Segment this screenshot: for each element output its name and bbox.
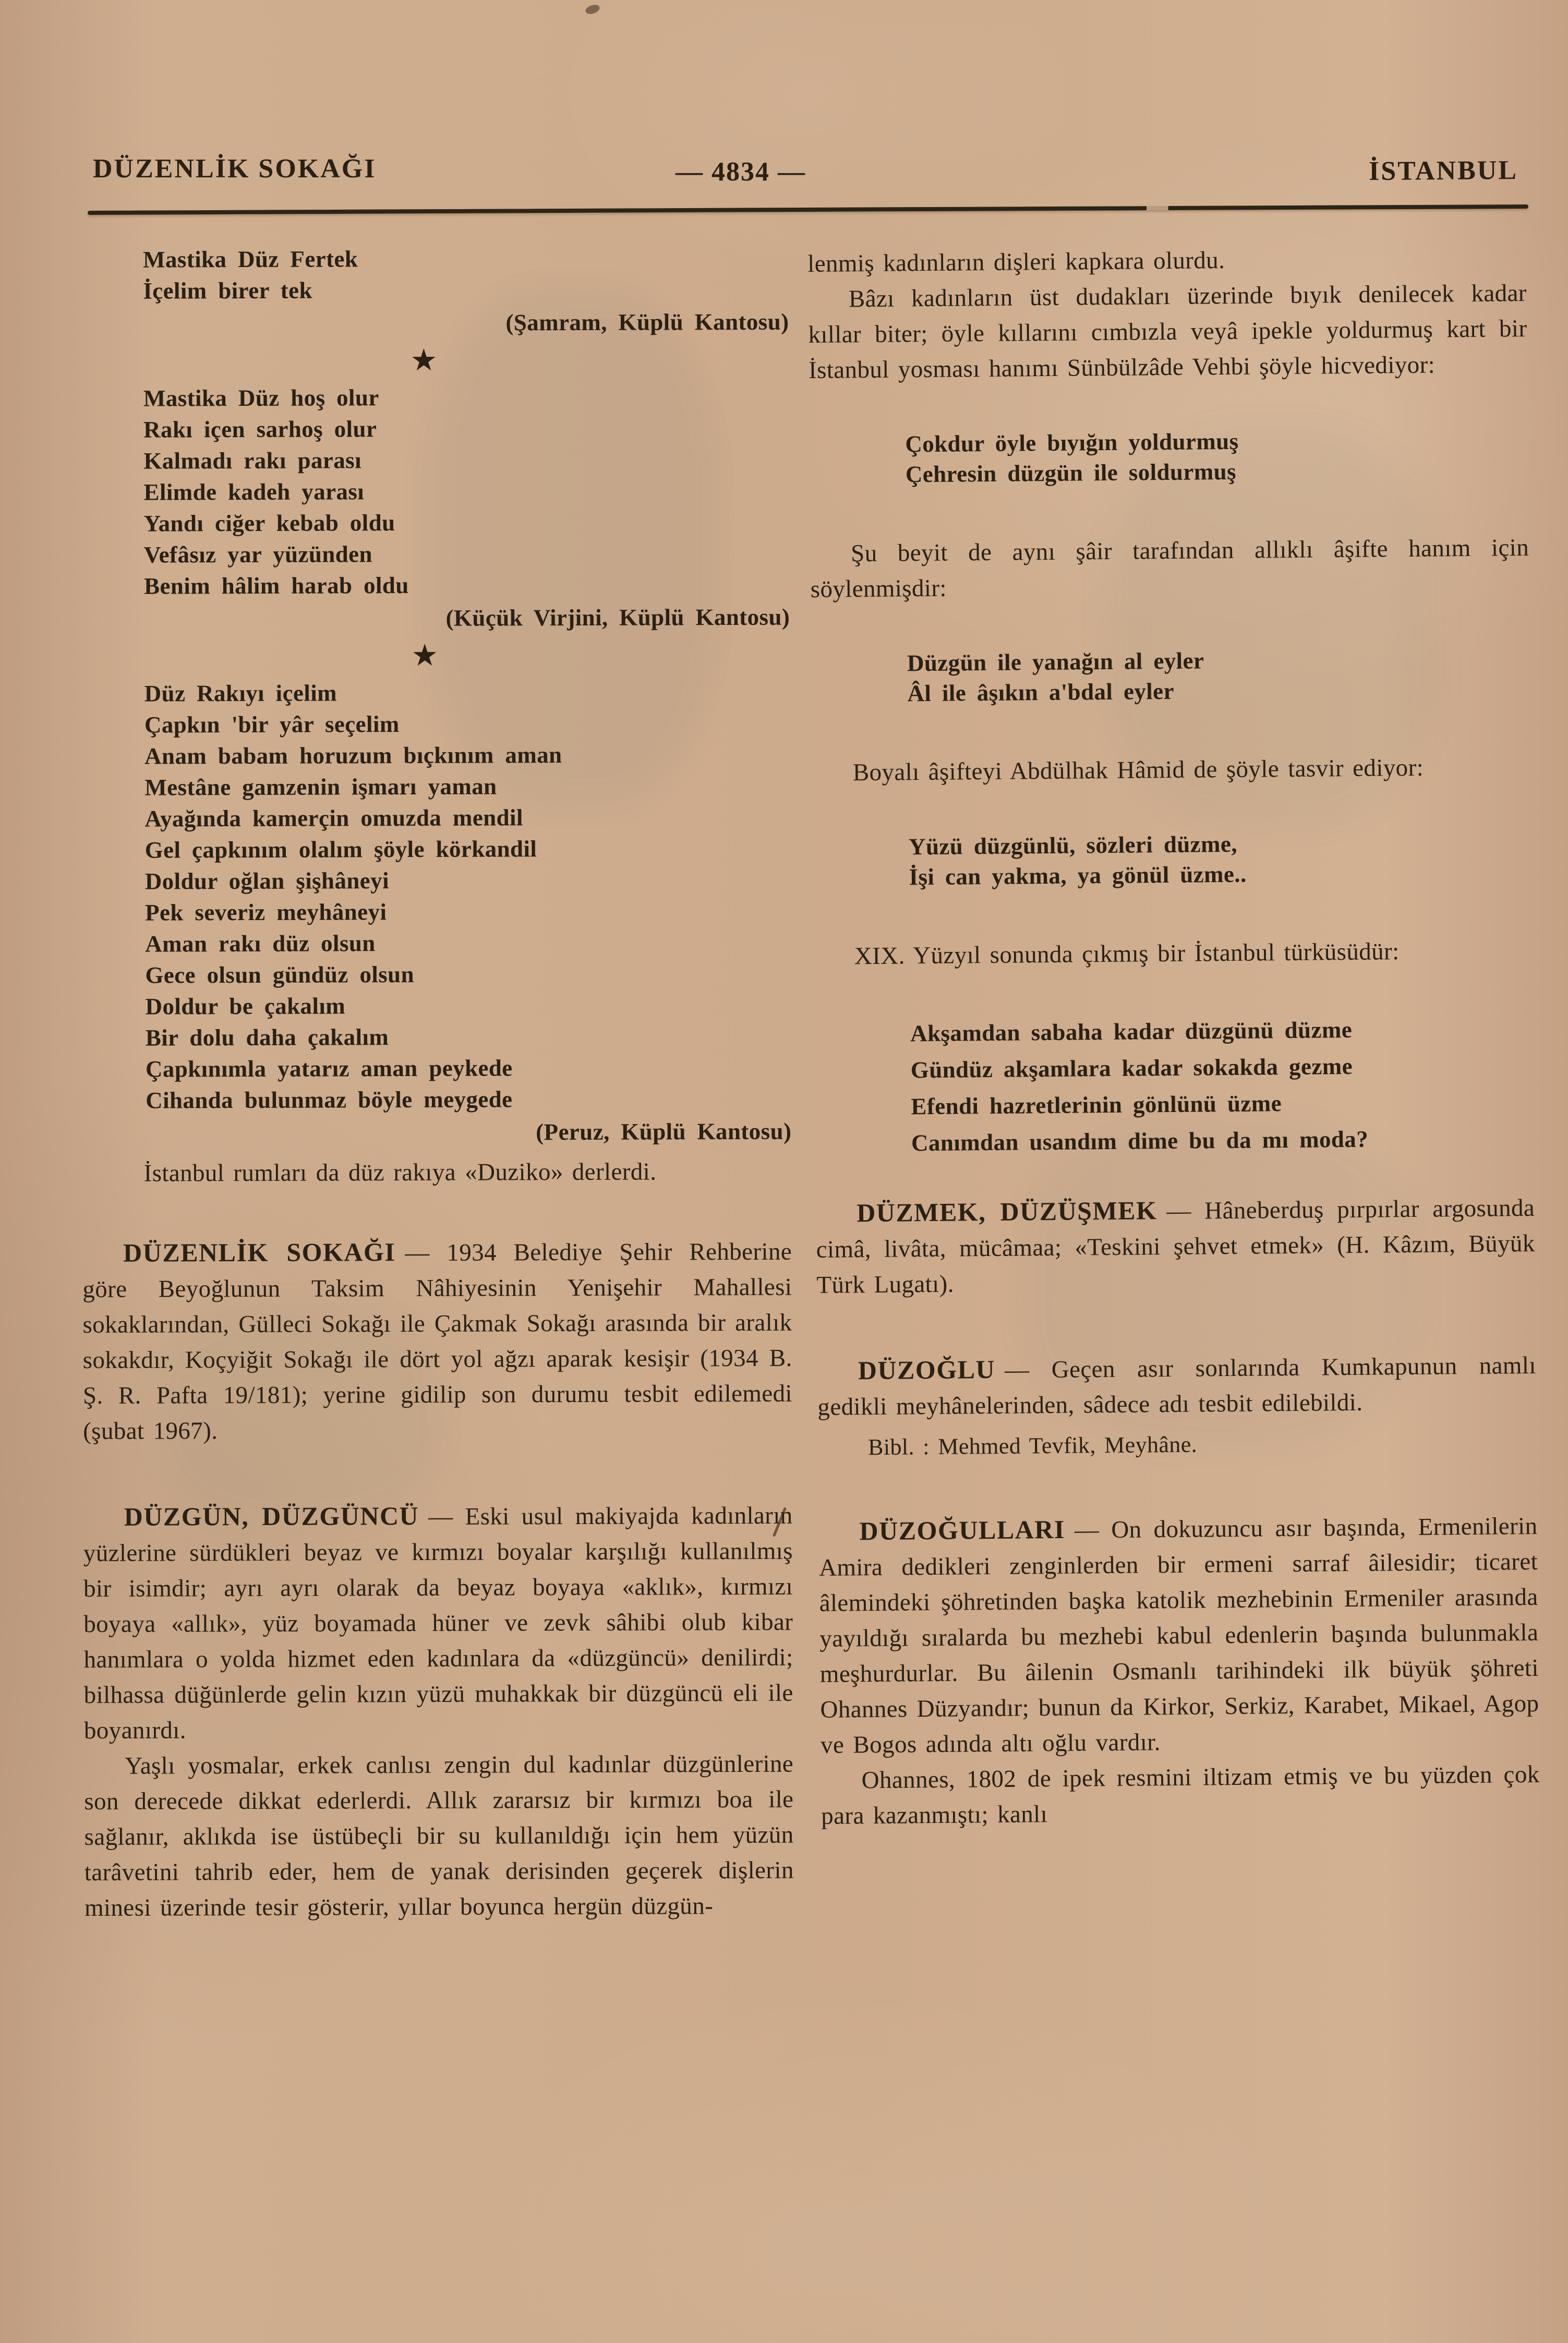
vehbi-couplet: [905, 424, 1528, 489]
header-rule: [88, 204, 1528, 215]
hamid-couplet: [909, 826, 1532, 892]
kanto-stanza-2: [143, 381, 790, 602]
entry-body: — On dokuzuncu asır başında, Ermenilerin Amira dedikleri zenginlerden bir ermeni sarraf âilesidir; ticaret âlemindeki şöhretinden başka katolik mezhebinin Ermeniler arasında yayıldığı sıralarda bu mezhebi kabul edenlerin başında bulunmakla meşhurdurlar. Bu âilenin Osmanlı tarihindeki ilk büyük şöhreti Ohannes Düzyandır; bunun da Kirkor, Serkiz, Karabet, Mikael, Agop ve Bogos adında altı oğlu vardır.: [818, 1512, 1539, 1759]
bazi-kadinlar-paragraph: Bâzı kadınların üst dudakları üzerinde bıyık denilecek kadar kıllar biter; öyle kıllarını cımbızla veyâ ipekle yoldurmuş kart bir İstanbul yosması hanımı Sünbülzâde Vehbi şöyle hicvediyor:: [808, 279, 1527, 384]
poem-line: Vefâsız yar yüzünden: [143, 541, 373, 568]
poem-line: Anam babam horuzum bıçkınım aman: [144, 742, 562, 769]
poem-line: İçelim birer tek: [143, 277, 313, 304]
poem-line: Çokdur öyle bıyığın yoldurmuş: [905, 428, 1239, 457]
entry-heading: DÜZMEK, DÜZÜŞMEK: [856, 1195, 1157, 1228]
entry-heading: DÜZENLİK SOKAĞI: [123, 1237, 396, 1267]
poem-line: Gece olsun gündüz olsun: [145, 961, 415, 988]
poem-line: Pek severiz meyhâneyi: [144, 899, 387, 926]
poem-line: Aman rakı düz olsun: [145, 930, 376, 957]
running-head-volume-title: İSTANBUL: [1368, 155, 1518, 186]
poem-line: Mestâne gamzenin işmarı yaman: [144, 773, 497, 801]
poem-line: Mastika Düz Fertek: [143, 246, 358, 273]
entry-heading: DÜZOĞULLARI: [859, 1514, 1066, 1546]
poem-line: Düzgün ile yanağın al eyler: [907, 647, 1204, 677]
poem-line: İşi can yakma, ya gönül üzme..: [909, 861, 1247, 890]
poem-line: Mastika Düz hoş olur: [143, 384, 379, 412]
poem-line: Rakı içen sarhoş olur: [143, 416, 377, 443]
poem-line: Benim hâlim harab oldu: [143, 572, 409, 599]
poem-line: Çapkın 'bir yâr seçelim: [144, 711, 400, 738]
boyali-paragraph: Boyalı âşifteyi Abdülhak Hâmid de şöyle tasvir ediyor:: [852, 754, 1424, 787]
kanto-stanza-3: [144, 676, 792, 1116]
poem-line: Gel çapkınım olalım şöyle körkandil: [144, 836, 537, 863]
entry-heading: DÜZOĞLU: [858, 1354, 996, 1385]
entry-body: — 1934 Belediye Şehir Rehberine göre Beyoğlunun Taksim Nâhiyesinin Yenişehir Mahallesi sokaklarından, Gülleci Sokağı ile Çakmak Sokağı arasında bir aralık sokakdır, Koçyiğit Sokağı ile dört yol ağzı aparak kesişir (1934 B. Ş. R. Pafta 19/181); yerine gidilip son durumu tesbit edilemedi (şubat 1967).: [82, 1238, 793, 1445]
poem-line: Ayağında kamerçin omuzda mendil: [144, 804, 523, 832]
page-number: — 4834 —: [676, 157, 806, 187]
right-column: [807, 240, 1540, 1834]
poem-line: Gündüz akşamlara kadar sokakda gezme: [910, 1053, 1353, 1083]
poem-line: Düz Rakıyı içelim: [144, 680, 337, 707]
poem-line: Doldur be çakalım: [145, 993, 346, 1020]
poem-line: Çehresin düzgün ile soldurmuş: [905, 458, 1237, 488]
poem-line: Cihanda bulunmaz böyle meygede: [146, 1086, 513, 1114]
poem-line: Çapkınımla yatarız aman peykede: [145, 1055, 513, 1082]
allikli-couplet: [907, 643, 1530, 708]
entry-duzmek-duzusmek: [816, 1189, 1536, 1303]
running-head-entry-title: DÜZENLİK SOKAĞI: [93, 154, 377, 184]
entry-duzgun-duzguncu: [83, 1497, 793, 1748]
left-column: [79, 242, 794, 1926]
entry-body: — Geçen asır sonlarında Kumkapunun namlı gedikli meyhânelerinden, sâdece adı tesbit edilebildi.: [817, 1351, 1537, 1421]
star-divider-icon: ★: [411, 638, 439, 673]
entry-body: — Eski usul makiyajda kadınların yüzlerine sürdükleri beyaz ve kırmızı boyalar karşılığı kullanılmış bir isimdir; ayrı ayrı olarak da beyaz boyaya «aklık», kırmızı boyaya «allık», yüz boyamada hüner ve zevk sâhibi olub kibar hanımlara o yolda hizmet eden kadınlara da «düzgüncü» denilirdi; bilhassa düğünlerde gelin kızın yüzü muhakkak bir düzgüncü eli ile boyanırdı.: [83, 1502, 793, 1744]
poem-line: Canımdan usandım dime bu da mı moda?: [911, 1126, 1369, 1156]
poem-line: Âl ile âşıkın a'bdal eyler: [907, 678, 1175, 707]
poem-line: Efendi hazretlerinin gönlünü üzme: [911, 1090, 1282, 1120]
poem-line: Akşamdan sabaha kadar düzgünü düzme: [910, 1016, 1353, 1047]
poem-line: Doldur oğlan şişhâneyi: [144, 867, 390, 895]
ohannes-paragraph: Ohannes, 1802 de ipek resmini iltizam etmiş ve bu yüzden çok para kazanmıştı; kanlı: [821, 1760, 1540, 1830]
istanbul-turkusu-quatrain: [910, 1010, 1534, 1161]
entry-duzogullari: [818, 1507, 1539, 1763]
poem-line: Elimde kadeh yarası: [143, 478, 365, 505]
su-beyit-paragraph: Şu beyit de aynı şâir tarafından allıklı âşifte hanım için söylenmişdir:: [810, 534, 1529, 603]
poem-line: Bir dolu daha çakalım: [145, 1024, 389, 1051]
bibliography-line: Bibl. : Mehmed Tevfik, Meyhâne.: [867, 1431, 1198, 1460]
paper-speck: [584, 3, 601, 16]
entry-heading: DÜZGÜN, DÜZGÜNCÜ: [124, 1501, 419, 1531]
yasli-yosmalar-paragraph: Yaşlı yosmalar, erkek canlısı zengin dul kadınlar düzgünlerine son derecede dikkat ederlerdi. Allık zararsız bir kırmızı boa ile sağlanır, aklıkda ise üstübeçli bir su kullanıldığı için hem yüzün tarâvetini tahrib eder, hem de yanak derisinden geçerek dişlerin minesi üzerinde tesir gösterir, yıllar boyunca hergün düzgün-: [84, 1750, 794, 1922]
entry-duzenlik-sokagi: [82, 1233, 792, 1449]
kanto-stanza-1: [143, 242, 789, 307]
poem-line: Yandı ciğer kebab oldu: [143, 510, 395, 537]
xix-yuzyil-paragraph: XIX. Yüzyıl sonunda çıkmış bir İstanbul türküsüdür:: [854, 938, 1400, 970]
kanto-attribution-samram: (Şamram, Küplü Kantosu): [505, 308, 789, 336]
star-divider-icon: ★: [410, 343, 438, 378]
entry-duzoglu: [817, 1347, 1537, 1425]
kanto-attribution-kucuk-virjini: (Küçük Virjini, Küplü Kantosu): [445, 603, 790, 631]
poem-line: Kalmadı rakı parası: [143, 447, 362, 474]
poem-line: Yüzü düzgünlü, sözleri düzme,: [908, 830, 1238, 860]
continuation-paragraph: lenmiş kadınların dişleri kapkara olurdu.: [807, 247, 1225, 277]
entry-body: — Hâneberduş pırpırlar argosunda cimâ, livâta, mücâmaa; «Teskini şehvet etmek» (H. Kâzım, Büyük Türk Lugatı).: [816, 1194, 1535, 1299]
duziko-paragraph: İstanbul rumları da düz rakıya «Duziko» derlerdi.: [143, 1158, 657, 1187]
kanto-attribution-peruz: (Peruz, Küplü Kantosu): [536, 1118, 792, 1145]
